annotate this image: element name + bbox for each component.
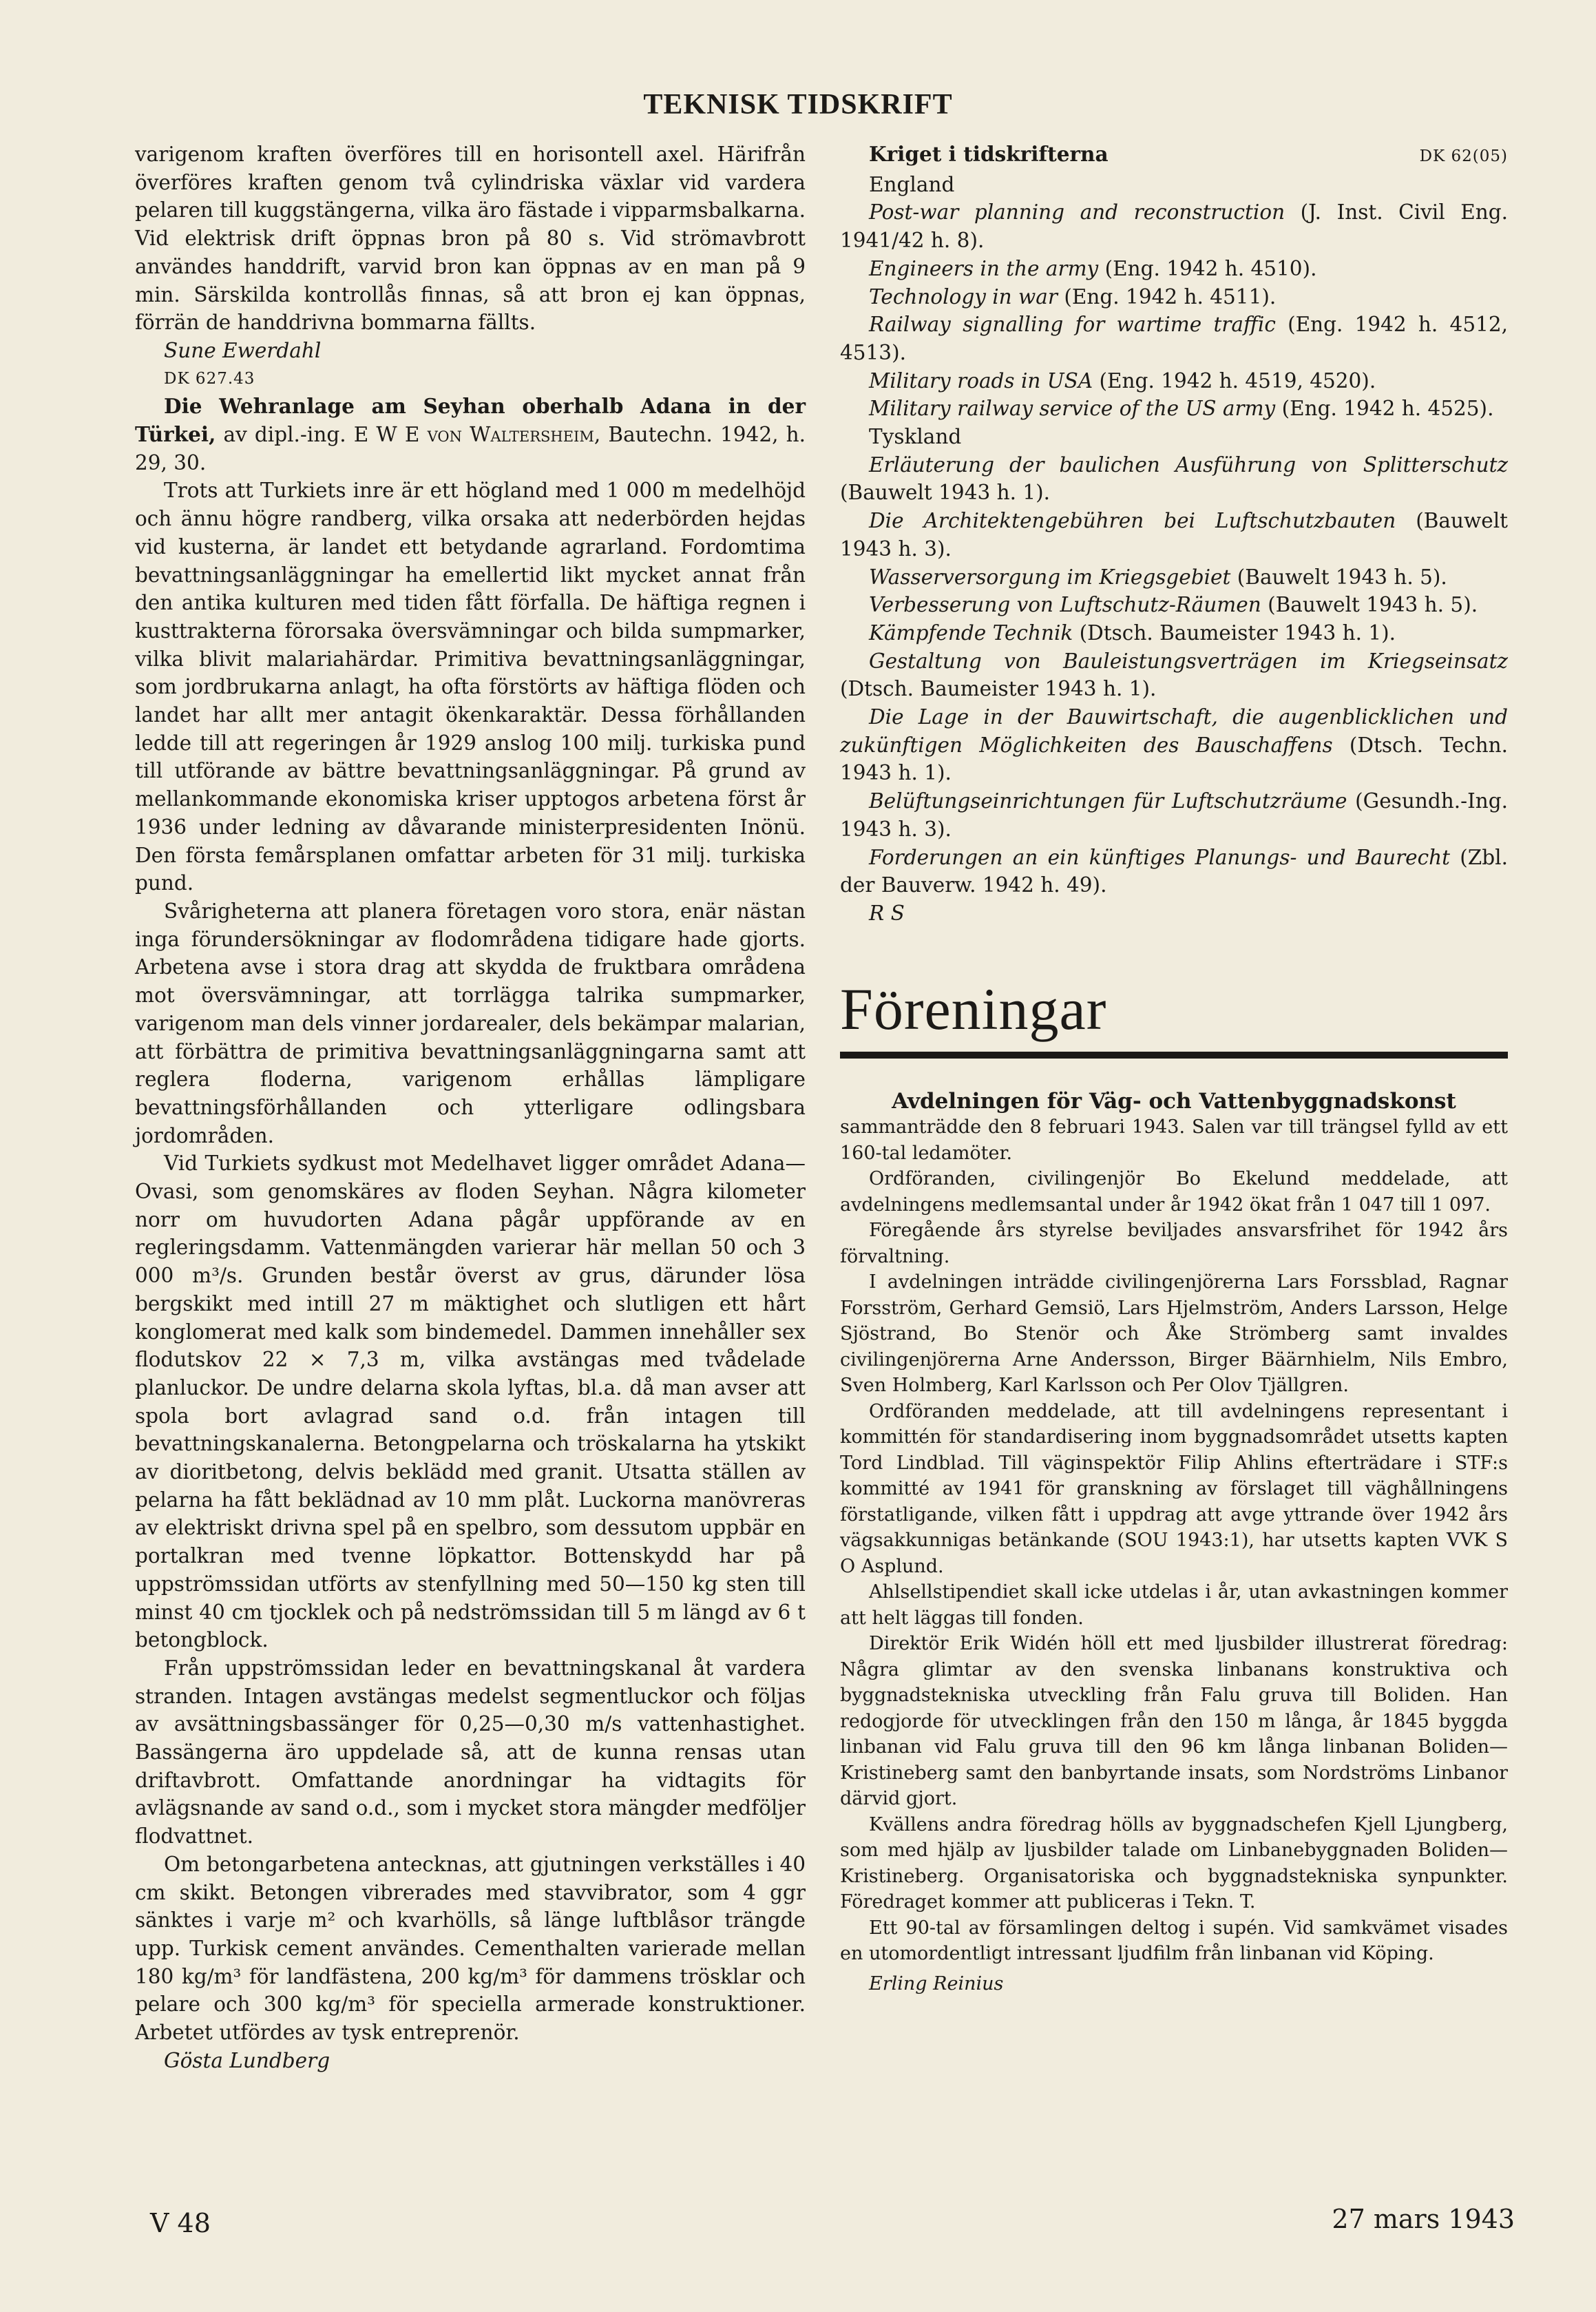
war-literature-heading (840, 140, 1508, 171)
reference-item: Gestaltung von Bauleistungsverträgen im Kriegseinsatz (Dtsch. Baumeister 1943 h. 1). (840, 649, 1508, 701)
report-paragraph: Ordföranden, civilingenjör Bo Ekelund meddelade, att avdelningens medlemsantal under år 1942 ökat från 1 047 till 1 097. (840, 1168, 1508, 1216)
report-paragraph: Ahlsellstipendiet skall icke utdelas i år, utan avkastningen kommer att helt läggas till fonden. (840, 1581, 1508, 1629)
signature-ewerdahl: Sune Ewerdahl (164, 338, 322, 362)
society-report (840, 1089, 1508, 1997)
society-report-heading: Avdelningen för Väg- och Vattenbyggnadskonst (892, 1088, 1456, 1114)
country-tyskland: Tyskland (869, 425, 962, 449)
reference-item: Military railway service of the US army (Eng. 1942 h. 4525). (869, 397, 1494, 421)
journal-masthead: TEKNISK TIDSKRIFT (643, 89, 953, 121)
report-paragraph: Föregående års styrelse beviljades ansvarsfrihet för 1942 års förvaltning. (840, 1220, 1508, 1267)
reference-item: Post-war planning and reconstruction (J. Inst. Civil Eng. 1941/42 h. 8). (840, 200, 1508, 253)
article-paragraph: Vid Turkiets sydkust mot Medelhavet ligger området Adana—Ovasi, som genomskäres av floden Seyhan. Några kilometer norr om huvudorten Adana pågår uppförande av en regleringsdamm. Vattenmängden varierar här mellan 50 och 3 000 m³/s. Grunden består överst av grus, därunder lösa bergskikt med intill 27 m mäktighet och slutligen ett hårt konglomerat med kalk som bindemedel. Dammen innehåller sex flodutskov 22 × 7,3 m, vilka avstängas med tvådelade planluckor. De undre delarna skola lyftas, bl.a. då man avser att spola bort avlagrad sand o.d. från intagen till bevattningskanalerna. Betongpelarna och tröskalarna ha ytskikt av dioritbetong, delvis beklädd med granit. Utsatta ställen av pelarna ha fått beklädnad av 10 mm plåt. Luckorna manövreras av elektriskt drivna spel på en spelbro, som dessutom uppbär en portalkran med tvenne löpkattor. Bottenskydd har på uppströmssidan utförts av stenfyllning med 50—150 kg sten till minst 40 cm tjocklek och på nedströmssidan till 5 m längd av 6 t betongblock. (135, 1152, 806, 1652)
reference-item: Technology in war (Eng. 1942 h. 4511). (869, 284, 1277, 309)
reference-item: Military roads in USA (Eng. 1942 h. 4519, 4520). (869, 368, 1376, 393)
reference-item: Verbesserung von Luftschutz-Räumen (Bauwelt 1943 h. 5). (869, 593, 1478, 617)
article-paragraph: Från uppströmssidan leder en bevattningskanal åt vardera stranden. Intagen avstängas medelst segmentluckor och följas av avsättningsbassänger för 0,25—0,30 m/s vattenhastighet. Bassängerna äro uppdelade så, att de kunna rensas utan driftavbrott. Omfattande anordningar ha vidtagits för avlägsnande av sand o.d., som i mycket stora mängder medföljer flodvattnet. (135, 1656, 806, 1848)
article-author: von Waltersheim (427, 423, 594, 447)
war-literature-title: Kriget i tidskrifterna (869, 142, 1109, 166)
reference-item: Engineers in the army (Eng. 1942 h. 4510). (869, 256, 1317, 280)
reference-item: Railway signalling for wartime traffic (Eng. 1942 h. 4512, 4513). (840, 313, 1508, 364)
page-number: V 48 (150, 2208, 211, 2238)
report-paragraph: Ett 90-tal av församlingen deltog i supén. Vid samkvämet visades en utomordentligt intressant ljudfilm från linbanan vid Köping. (840, 1917, 1508, 1965)
tyskland-reference-list (840, 451, 1508, 899)
article-heading (135, 393, 806, 477)
article-source: , Bautechn. 1942, h. 29, 30. (135, 423, 806, 475)
article-paragraph: Svårigheterna att planera företagen voro stora, enär nästan inga förundersökningar av flodområdena tidigare hade gjorts. Arbetena avse i stora drag att skydda de fruktbara områdena mot översvämningar, att torrlägga talrika sumpmarker, varigenom man dels vinner jordarealer, dels bekämpar malarian, att förbättra de primitiva bevattningsanläggningarna samt att reglera floderna, varigenom erhållas lämpligare bevattningsförhållanden och ytterligare odlingsbara jordområden. (135, 899, 806, 1147)
reference-item: Die Lage in der Bauwirtschaft, die augenblicklichen und zukünftigen Möglichkeiten des Bauschaffens (Dtsch. Techn. 1943 h. 1). (840, 705, 1508, 785)
dk-number: DK 627.43 (164, 369, 255, 388)
signature-lundberg: Gösta Lundberg (164, 2048, 330, 2072)
section-title-foreningar: Föreningar (840, 975, 1107, 1042)
article-paragraph: Om betongarbetena antecknas, att gjutningen verkställes i 40 cm skikt. Betongen vibrerades med stavvibrator, som 4 ggr sänktes i varje m² och kvarhölls, så länge luftblåsor trängde upp. Turkisk cement användes. Cementhalten varierade mellan 180 kg/m³ för landfästena, 200 kg/m³ för dammens trösklar och pelare och 300 kg/m³ för speciella armerade konstruktioner. Arbetet utfördes av tysk entreprenör. (135, 1852, 806, 2045)
reference-item: Erläuterung der baulichen Ausführung von Splitterschutz (Bauwelt 1943 h. 1). (840, 452, 1508, 505)
report-paragraph: I avdelningen inträdde civilingenjörerna Lars Forssblad, Ragnar Forsström, Gerhard Gemsiö, Lars Hjelmström, Anders Larsson, Helge Sjöstrand, Bo Stenör och Åke Strömberg samt invaldes civilingenjörerna Arne Andersson, Birger Bäärnhielm, Nils Embro, Sven Holmberg, Karl Karlsson och Per Olov Tjällgren. (840, 1271, 1508, 1397)
report-paragraph: sammanträdde den 8 februari 1943. Salen var till trängsel fylld av ett 160-tal ledamöter. (840, 1116, 1508, 1164)
left-column (135, 140, 806, 2075)
reference-item: Belüftungseinrichtungen für Luftschutzräume (Gesundh.-Ing. 1943 h. 3). (840, 789, 1508, 841)
reference-item: Wasserversorgung im Kriegsgebiet (Bauwelt 1943 h. 5). (869, 565, 1447, 589)
country-england: England (869, 172, 955, 196)
war-literature-dk: DK 62(05) (1419, 147, 1508, 165)
signature-rs: R S (869, 901, 905, 925)
article-paragraph: Trots att Turkiets inre är ett högland med 1 000 m medelhöjd och ännu högre randberg, vilka orsaka att nederbörden hejdas vid kusterna, är landet ett betydande agrarland. Fordomtima bevattningsanläggningar ha emellertid likt mycket annat från den antika kulturen med tiden fått förfalla. De häftiga regnen i kusttrakterna förorsaka översvämningar och bilda sumpmarker, vilka blivit malariahärdar. Primitiva bevattningsanläggningar, som jordbrukarna anlagt, ha ofta förstörts av häftiga flöden och landet har allt mer antagit ökenkaraktär. Dessa förhållanden ledde till att regeringen år 1929 anslog 100 milj. turkiska pund till utförande av bättre bevattningsanläggningar. På grund av mellankommande ekonomiska kriser upptogos arbetena först år 1936 under ledning av dåvarande ministerpresidenten Inönü. Den första femårsplanen omfattar arbeten för 31 milj. turkiska pund. (135, 479, 806, 895)
right-column (840, 140, 1508, 1997)
bridge-article-ending: varigenom kraften överföres till en horisontell axel. Härifrån överföres kraften genom två cylindriska växlar vid vardera pelaren till kuggstängerna, vilka äro fästade i vipparmsbalkarna. Vid elektrisk drift öppnas bron på 80 s. Vid strömavbrott användes handdrift, varvid bron kan öppnas av en man på 9 min. Särskilda kontrollås finnas, så att bron ej kan öppnas, förrän de handdrivna bommarna fällts. (135, 143, 806, 335)
reference-item: Forderungen an ein künftiges Planungs- und Baurecht (Zbl. der Bauverw. 1942 h. 49). (840, 845, 1508, 897)
issue-date: 27 mars 1943 (1332, 2204, 1515, 2234)
report-paragraph: Kvällens andra föredrag hölls av byggnadschefen Kjell Ljungberg, som med hjälp av ljusbilder talade om Linbanebyggnaden Boliden—Kristineberg. Organisatoriska och byggnadstekniska synpunkter. Föredraget kommer att publiceras i Tekn. T. (840, 1813, 1508, 1913)
reference-item: Kämpfende Technik (Dtsch. Baumeister 1943 h. 1). (869, 621, 1396, 645)
reference-item: Die Architektengebühren bei Luftschutzbauten (Bauwelt 1943 h. 3). (840, 509, 1508, 561)
report-paragraph: Ordföranden meddelade, att till avdelningens representant i kommittén för standardisering inom byggnadsområdet utsetts kapten Tord Lindblad. Till väginspektör Filip Ahlins efterträdare i STF:s kommitté av 1941 för granskning av förslaget till väghållningens förstatligande, vilken fått i uppdrag att avge yttrande över 1942 års vägsakkunnigas betänkande (SOU 1943:1), har utsetts kapten VVK S O Asplund. (840, 1400, 1508, 1577)
section-rule (840, 1052, 1508, 1059)
signature-reinius: Erling Reinius (869, 1972, 1004, 1995)
article-byline: av dipl.-ing. E W E (216, 423, 428, 447)
article-title: Die Wehranlage am Seyhan oberhalb Adana in der Türkei, (135, 394, 806, 447)
england-reference-list (840, 198, 1508, 423)
report-paragraph: Direktör Erik Widén höll ett med ljusbilder illustrerat föredrag: Några glimtar av den svenska linbanans konstruktiva och byggnadstekniska utveckling från Falu gruva till Boliden. Han redogjorde för utvecklingen från den 150 m långa, år 1845 byggda linbanan vid Falu gruva till den 96 km långa linbanan Boliden—Kristineberg samt den banbyrtande insats, som Nordströms Linbanor därvid gjort. (840, 1633, 1508, 1810)
